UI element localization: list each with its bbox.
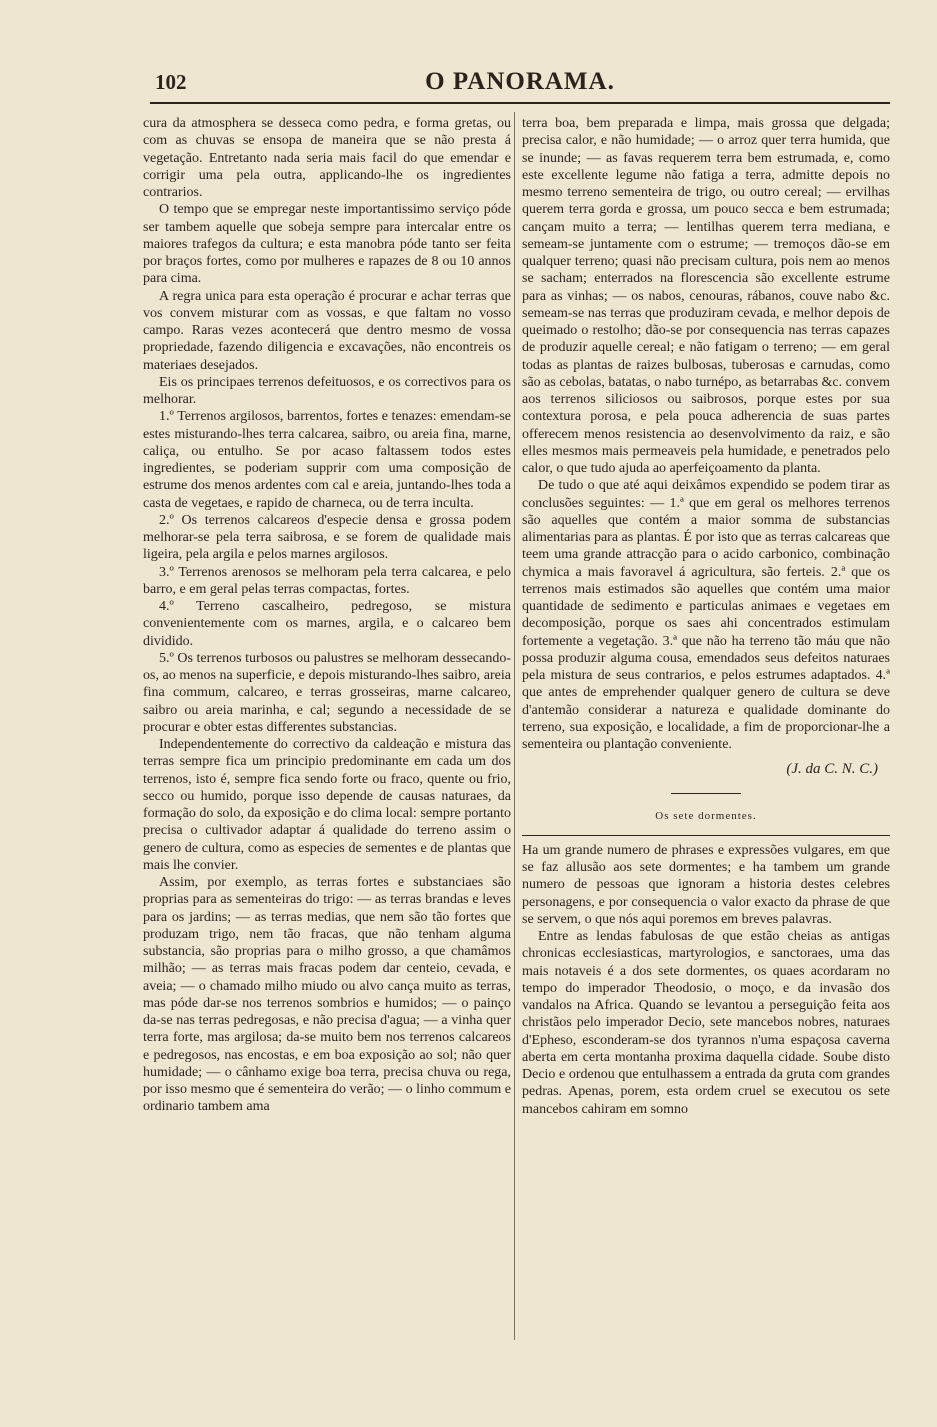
paragraph: terra boa, bem preparada e limpa, mais grossa que delgada; precisa calor, e não humidade; — o arroz quer terra humida, que se inunde; — as favas requerem terra bem estrumada, e, como este excellente legume não fatiga a terra, admitte depois no mesmo terreno sementeira de trigo, ou outro cereal; — ervilhas querem terra gorda e grossa, um pouco secca e bem estrumada; cançam muito a terra; — lentilhas querem terra mediana, e semeam-se juntamente com o estrume; — tremoços dão-se em qualquer terreno; quasi não precisam cultura, pois nem ao menos se sacham; enterrados na florescencia são excellente estrume para as vinhas; — os nabos, cenouras, rábanos, couve nabo &c. semeam-se nas terras que produziram cevada, e melhor depois de queimado o restolho; dão-se por consequencia nas terras capazes de produzir aquelle cereal; e não fatigam o terreno; — em geral todas as plantas de raizes bulbosas, tuberosas e carnudas, como são as cebolas, batatas, o nabo turnépo, as betarrabas &c. convem aos terrenos siliciosos ou saibrosos, porque estes por sua contextura porosa, e pela pouca adherencia de suas partes offerecem menos resistencia ao desenvolvimento da raiz, e são elles mesmos mais permeaveis pela humidade, e penetrados pelo calor, o que tudo ajuda ao aperfeiçoamento da planta. xyxy=(522,116,890,476)
paragraph: cura da atmosphera se desseca como pedra, e forma gretas, ou com as chuvas se ensopa de maneira que se não presta á vegetação. Entretanto nada seria mais facil do que emendar e corrigir uma pela outra, applicando-lhe os ingredientes contrarios. xyxy=(143,116,511,200)
header-rule xyxy=(150,102,890,104)
section-title: Os sete dormentes. xyxy=(655,809,757,822)
paragraph: Entre as lendas fabulosas de que estão cheias as antigas chronicas ecclesiasticas, martyrologios, e sanctoraes, uma das mais notaveis é a dos sete dormentes, os quaes acordaram no tempo do imperador Theodosio, o moço, e da invasão dos vandalos na Africa. Quando se levantou a perseguição feita aos christãos pelo imperador Decio, sete mancebos nobres, naturaes d'Epheso, esconderam-se dos tyrannos n'uma espaçosa caverna aberta em certa montanha proxima daquella cidade. Soube disto Decio e ordenou que entulhassem a entrada da gruta com grandes pedras. Apenas, porem, esta ordem cruel se executou os sete mancebos cahiram em somno xyxy=(522,929,890,1117)
paragraph: 2.º Os terrenos calcareos d'especie densa e grossa podem melhorar-se pela terra saibrosa, e se forem de qualidade mais ligeira, pela argila e pelos marnes argilosos. xyxy=(143,512,511,563)
paragraph: 5.º Os terrenos turbosos ou palustres se melhoram dessecando-os, ao menos na superficie, e depois misturando-lhes saibro, areia fina commum, calcareo, e terras grosseiras, marne calcareo, saibro ou areia marinha, e cal; segundo a necessidade de se procurar e obter estas differentes substancias. xyxy=(143,650,511,735)
author-signature: (J. da C. N. C.) xyxy=(786,761,878,778)
separator-rule xyxy=(671,793,741,794)
paragraph: 3.º Terrenos arenosos se melhoram pela terra calcarea, e pelo barro, e em geral pelas terras compactas, fortes. xyxy=(143,564,511,597)
paragraph: 1.º Terrenos argilosos, barrentos, fortes e tenazes: emendam-se estes misturando-lhes terra calcarea, saibro, ou areia fina, marne, caliça, ou entulho. Se por acaso faltassem todos estes ingredientes, se poderiam supprir com uma composição de estrume dos menos ardentes com cal e areia, juntando-lhes toda a casta de vegetaes, e rapido de charneca, ou de terra inculta. xyxy=(143,409,511,511)
page-header xyxy=(150,66,890,102)
right-column xyxy=(522,115,890,1118)
section-rule xyxy=(522,835,890,836)
paragraph: A regra unica para esta operação é procurar e achar terras que vos convem misturar com as vossas, e que faltam no vosso campo. Raras vezes acontecerá que dentro mesmo de vossa propriedade, fazendo diligencia e excavações, não encontreis os materiaes desejados. xyxy=(143,288,511,373)
page-number: 102 xyxy=(155,70,187,94)
left-column xyxy=(143,115,511,1116)
paragraph: Ha um grande numero de phrases e expressões vulgares, em que se faz allusão aos sete dormentes; e ha tambem um grande numero de pessoas que ignoram a historia destes celebres personagens, e por consequencia o valor exacto da phrase de que se servem, o que nós aqui poremos em breves palavras. xyxy=(522,842,890,927)
paragraph: Assim, por exemplo, as terras fortes e substanciaes são proprias para as sementeiras do trigo: — as terras brandas e leves para os jardins; — as terras medias, que nem são tão fortes que produzam trigo, nem tão fracas, que não tenham alguma substancia, são proprias para o milho grosso, a que chamâmos milhão; — as terras mais fracas podem dar centeio, cevada, e aveia; — o chamado milho miudo ou alvo cança muito as terras, mas póde dar-se nos terrenos sombrios e humidos; — o painço da-se nas terras pedregosas, e não precisa d'agua; — a vinha quer terra forte, mas argilosa; da-se muito bem nos terrenos calcareos e pedregosos, nas encostas, e em boa exposição ao sol; não quer humidade; — o cânhamo exige boa terra, precisa chuva ou rega, por isso mesmo que é sementeira do verão; — o linho commum e ordinario tambem ama xyxy=(143,875,511,1115)
paragraph: Independentemente do correctivo da caldeação e mistura das terras sempre fica um principio predominante em cada um dos terrenos, isto é, sempre fica sendo forte ou fraco, quente ou frio, secco ou humido, porque isso depende de causas naturaes, da formação do solo, da exposição e do clima local: sempre portanto precisa o cultivador adaptar á qualidade do terreno assim o genero de cultura, como as especies de sementes e de plantas que mais lhe convier. xyxy=(143,737,511,873)
column-divider xyxy=(514,112,515,1340)
paragraph: Eis os principaes terrenos defeituosos, e os correctivos para os melhorar. xyxy=(143,374,511,407)
paragraph: 4.º Terreno cascalheiro, pedregoso, se mistura convenientemente com os marnes, argila, e o calcareo bem dividido. xyxy=(143,599,511,649)
page-title: O PANORAMA. xyxy=(425,68,615,95)
paragraph: De tudo o que até aqui deixâmos expendido se podem tirar as conclusões seguintes: — 1.ª que em geral os melhores terrenos são aquelles que contém a maior somma de substancias alimentarias para as plantas. É por isto que as terras calcareas que teem uma grande attracção para o acido carbonico, combinação chymica a mais favoravel á agricultura, são ferteis. 2.ª que os terrenos mais estimados são aquelles que contém uma maior quantidade de sedimento e particulas animaes e vegetaes em decomposição, porque os saes ahi concentrados estimulam fortemente a vegetação. 3.ª que não ha terreno tão máu que não possa produzir alguma cousa, emendados seus defeitos naturaes pela mistura de seus contrarios, e pelos estrumes adaptados. 4.ª que antes de emprehender qualquer genero de cultura se deve d'antemão considerar a natureza e qualidade dominante do terreno, sua exposição, e localidade, a fim de proporcionar-lhe a sementeira ou plantação conveniente. xyxy=(522,478,890,752)
paragraph: O tempo que se empregar neste importantissimo serviço póde ser tambem aquelle que sobeja sempre para intercalar entre os maiores trafegos da cultura; e esta manobra póde tanto ser feita por braços fortes, como por mulheres e rapazes de 8 ou 10 annos para cima. xyxy=(143,202,511,287)
